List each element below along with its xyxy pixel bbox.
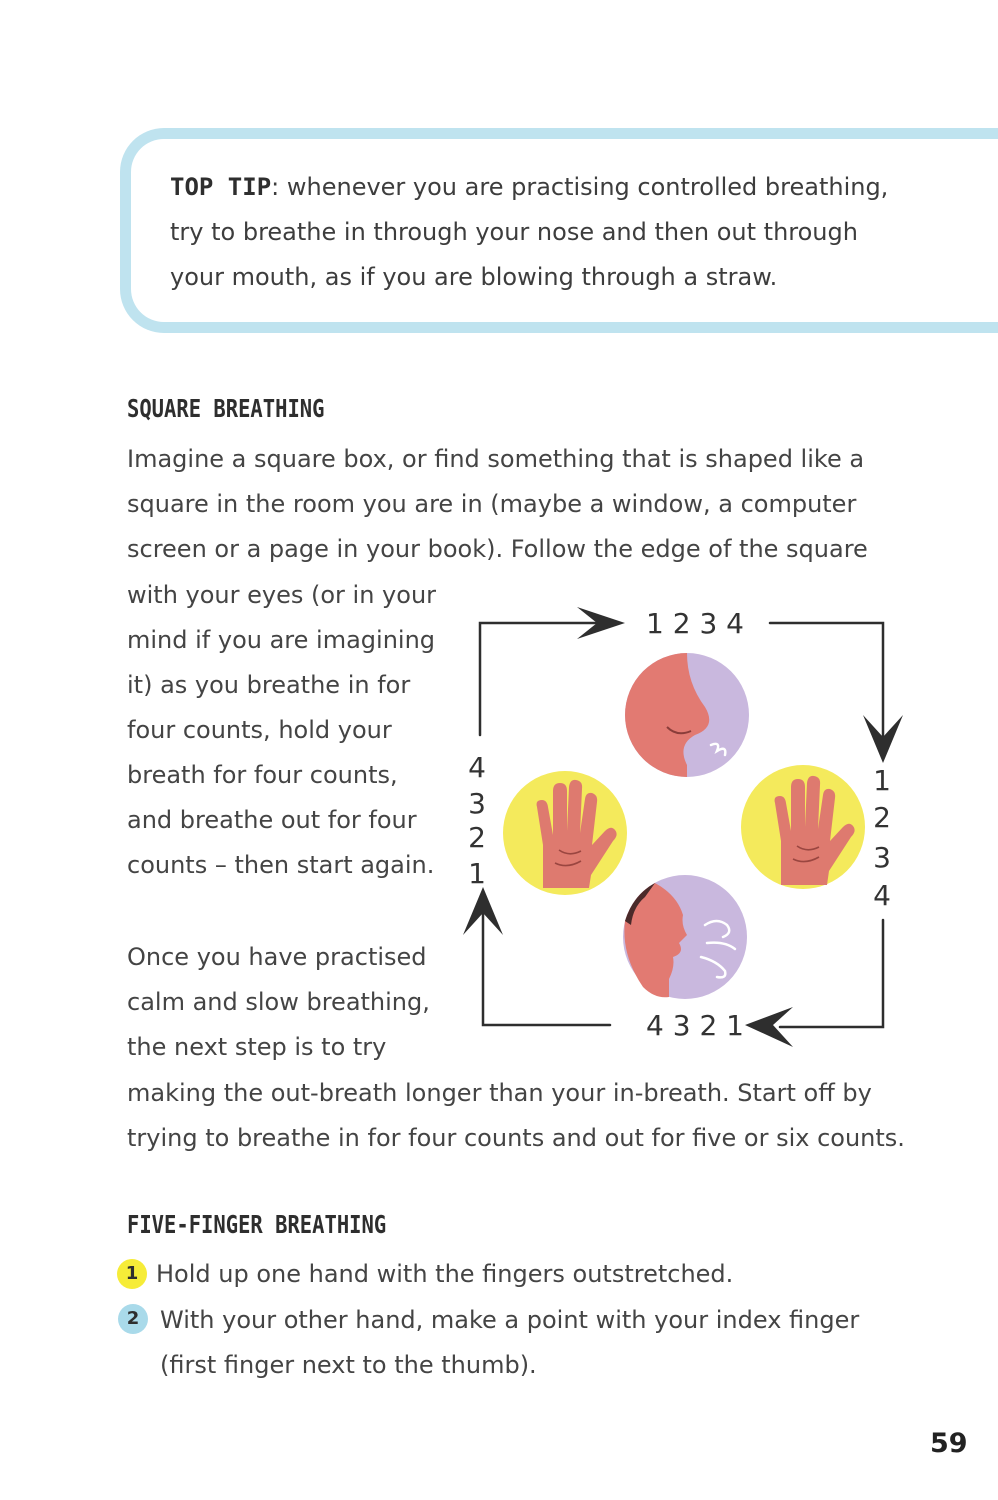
path-top-right [770, 623, 883, 740]
step-line: With your other hand, make a point with your index finger [160, 1306, 860, 1334]
step-number-1: 1 [117, 1259, 147, 1289]
square-breathing-heading: SQUARE BREATHING [127, 394, 325, 423]
top-tip-text [170, 165, 889, 300]
intro-line: Imagine a square box, or find something that is shaped like a [127, 445, 865, 473]
right-count: 1 [873, 764, 891, 797]
side-line: counts – then start again. [127, 851, 435, 879]
mouth-breath-out-illustration [623, 875, 747, 999]
hand-hold-left-illustration [503, 771, 627, 895]
five-finger-heading: FIVE-FINGER BREATHING [127, 1210, 387, 1239]
top-tip-line: : whenever you are practising controlled breathing, [271, 173, 889, 201]
intro-line: screen or a page in your book). Follow the edge of the square [127, 535, 868, 563]
square-breathing-intro [127, 437, 868, 572]
side-line: mind if you are imagining [127, 626, 436, 654]
side-line: and breathe out for four [127, 806, 417, 834]
top-tip-line: your mouth, as if you are blowing through a straw. [170, 263, 778, 291]
full-line: making the out-breath longer than your in-breath. Start off by [127, 1079, 872, 1107]
side-line: four counts, hold your [127, 716, 392, 744]
step-line: Hold up one hand with the fingers outstretched. [156, 1260, 734, 1288]
top-tip-label: TOP TIP [170, 173, 272, 201]
path-left-top [480, 623, 620, 735]
right-count: 3 [873, 841, 891, 874]
square-breathing-side-text [127, 573, 436, 888]
side-line: with your eyes (or in your [127, 581, 437, 609]
square-breathing-side-text-2 [127, 935, 430, 1070]
left-count: 2 [468, 821, 486, 854]
step-number-2: 2 [118, 1304, 148, 1334]
side-line: calm and slow breathing, [127, 988, 430, 1016]
side-line: breath for four counts, [127, 761, 398, 789]
side-line: the next step is to try [127, 1033, 387, 1061]
page-number: 59 [930, 1428, 968, 1459]
right-count: 4 [873, 879, 891, 912]
right-count: 2 [873, 801, 891, 834]
bottom-count: 4 3 2 1 [646, 1009, 744, 1042]
left-count: 3 [468, 787, 486, 820]
path-right-bottom [780, 920, 883, 1027]
hand-hold-right-illustration [741, 765, 865, 889]
left-count: 4 [468, 751, 486, 784]
step-2-text [160, 1298, 859, 1388]
full-line: trying to breathe in for four counts and out for five or six counts. [127, 1124, 905, 1152]
square-breathing-full-text [127, 1071, 905, 1161]
step-1-text [156, 1252, 733, 1297]
intro-line: square in the room you are in (maybe a window, a computer [127, 490, 857, 518]
path-bottom-left [483, 910, 610, 1025]
side-line: it) as you breathe in for [127, 671, 411, 699]
top-count: 1 2 3 4 [646, 607, 744, 640]
left-count: 1 [468, 857, 486, 890]
side-line: Once you have practised [127, 943, 427, 971]
square-breathing-diagram [455, 595, 915, 1055]
nose-breath-in-illustration [625, 653, 749, 777]
step-line: (first finger next to the thumb). [160, 1351, 537, 1379]
top-tip-line: try to breathe in through your nose and then out through [170, 218, 858, 246]
